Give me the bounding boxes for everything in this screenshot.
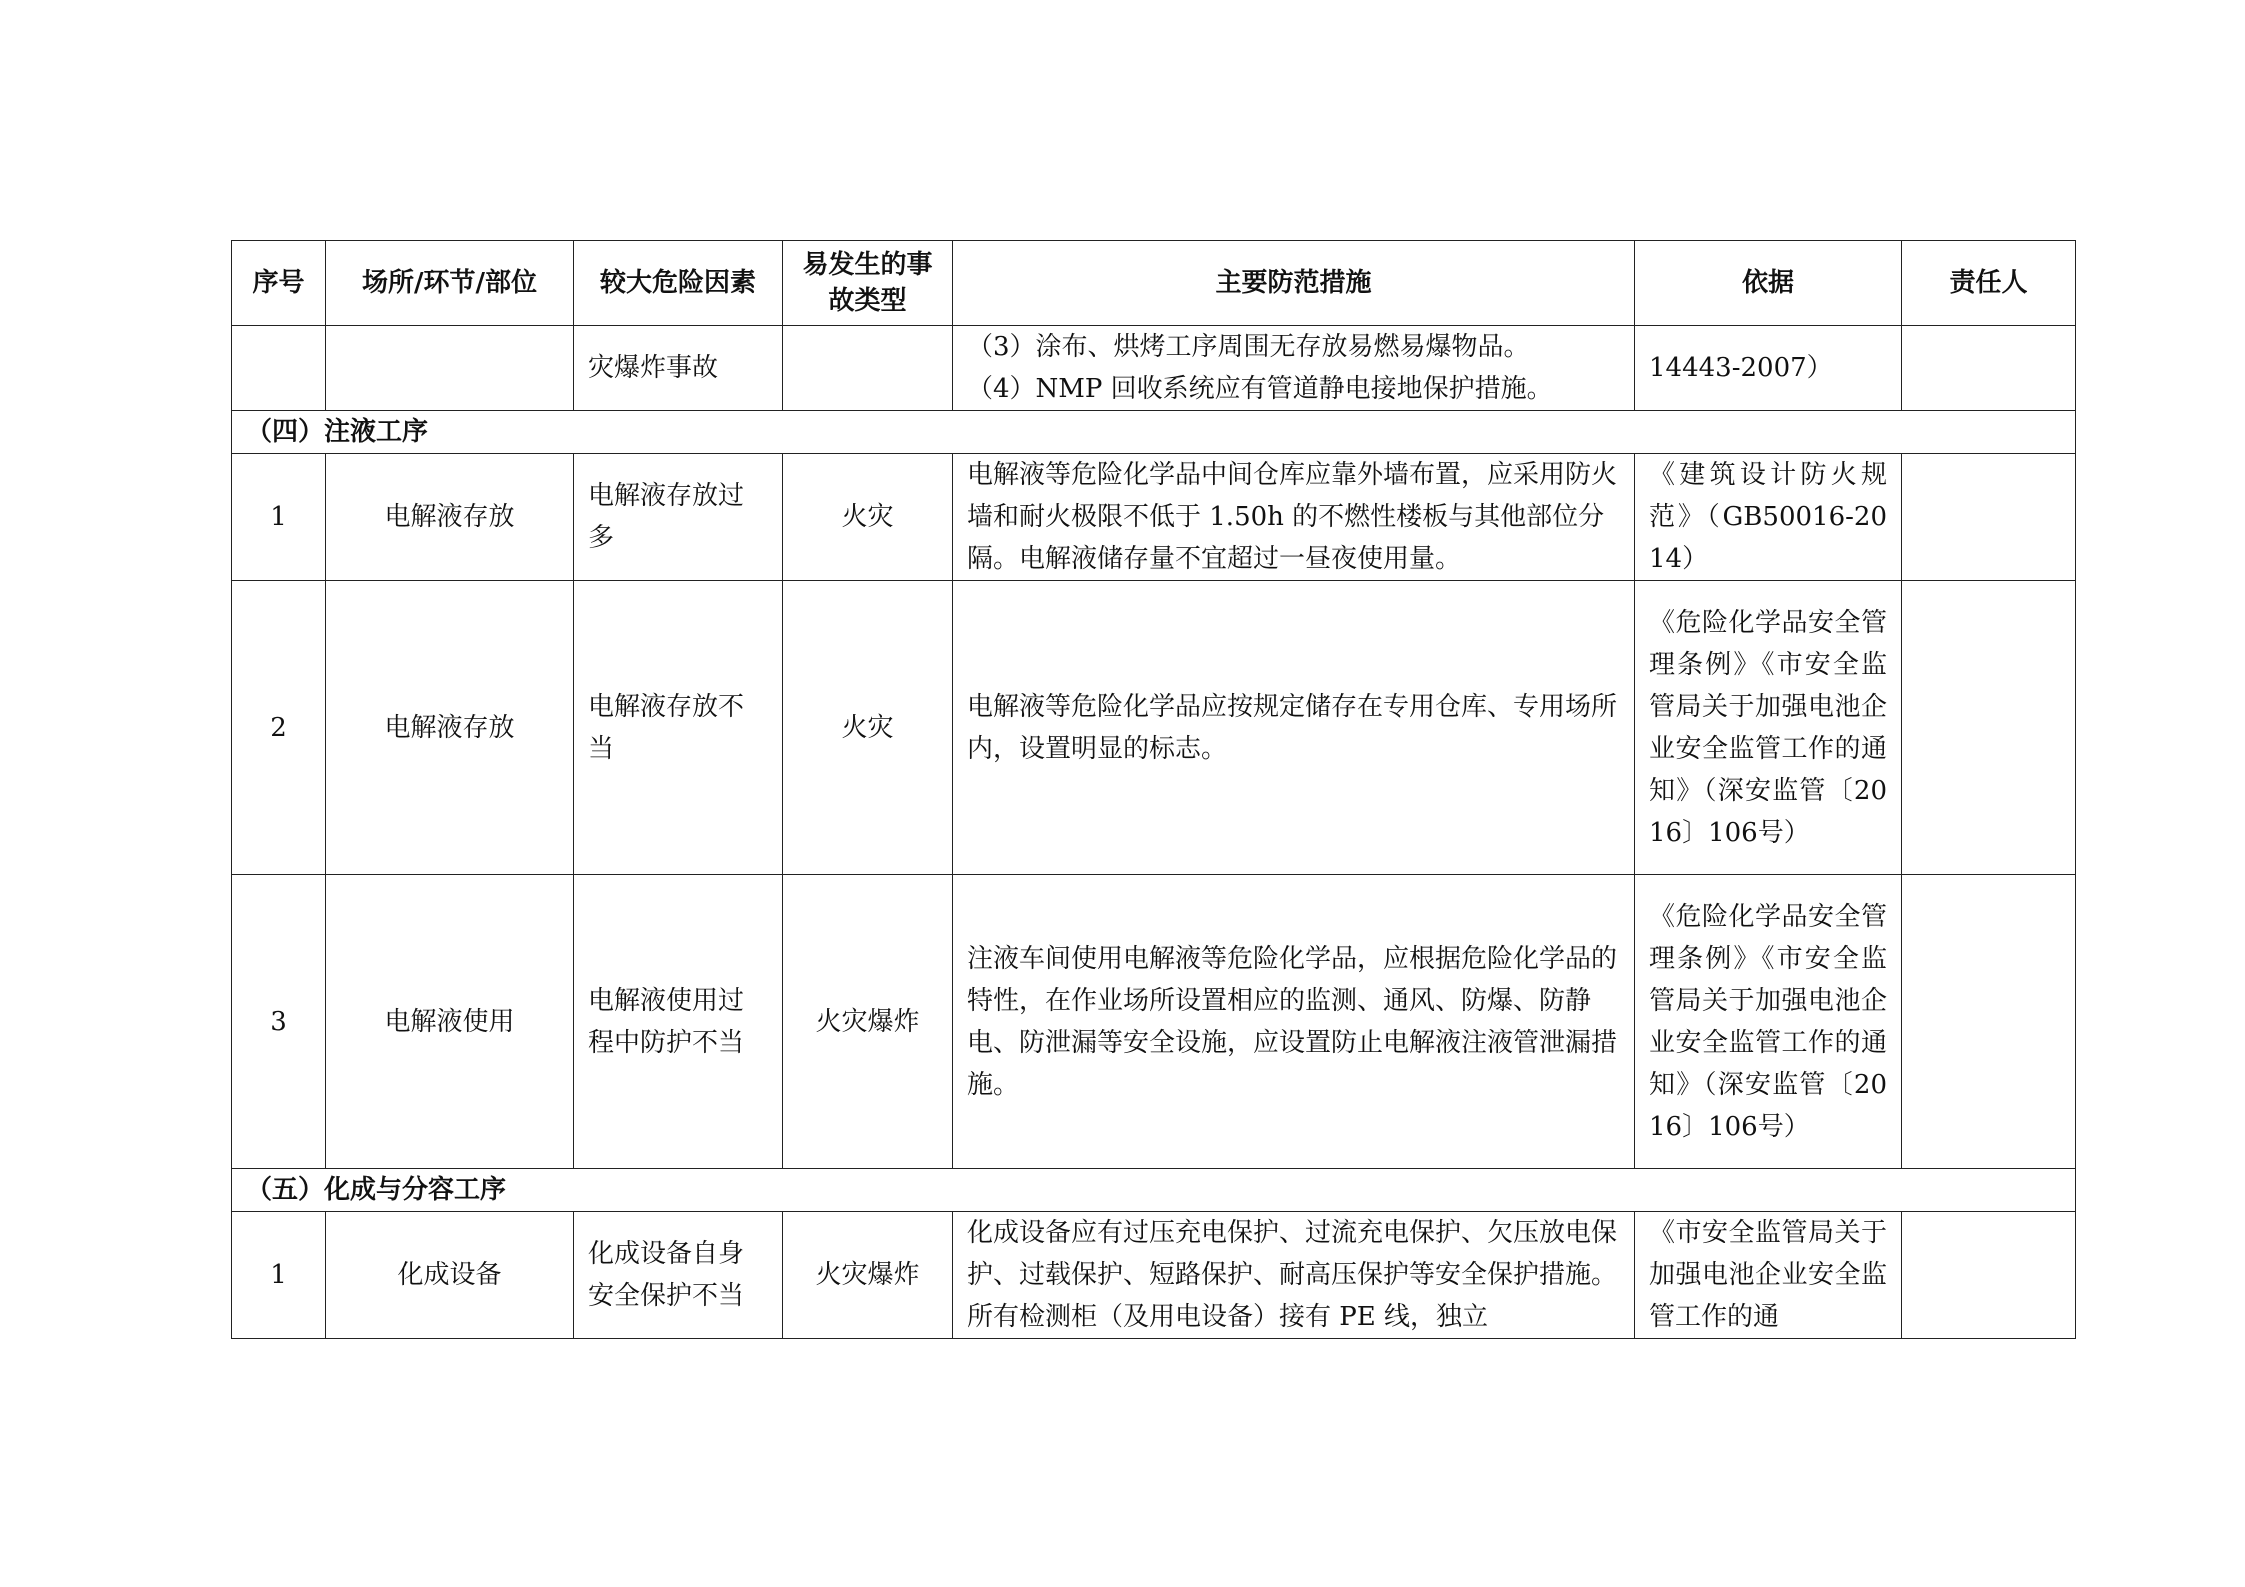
cell-accident-type: 火灾	[783, 454, 953, 581]
cell-no: 2	[232, 581, 326, 875]
cell-responsible	[1902, 1212, 2076, 1339]
section-title: （四）注液工序	[232, 411, 2076, 454]
measures-line: （3）涂布、烘烤工序周围无存放易燃易爆物品。	[967, 332, 1530, 362]
cell-responsible	[1902, 581, 2076, 875]
cell-hazard: 电解液使用过程中防护不当	[574, 875, 783, 1169]
cell-accident-type	[783, 326, 953, 411]
table-row	[232, 581, 2076, 875]
cell-no: 1	[232, 454, 326, 581]
section-row	[232, 1169, 2076, 1212]
cell-responsible	[1902, 875, 2076, 1169]
cell-basis: 《危险化学品安全管理条例》《市安全监管局关于加强电池企业安全监管工作的通知》（深安监管〔2016〕106号）	[1635, 581, 1902, 875]
continuation-row	[232, 326, 2076, 411]
cell-hazard: 化成设备自身安全保护不当	[574, 1212, 783, 1339]
cell-accident-type: 火灾爆炸	[783, 1212, 953, 1339]
table-row	[232, 454, 2076, 581]
table-row	[232, 875, 2076, 1169]
section-title: （五）化成与分容工序	[232, 1169, 2076, 1212]
cell-basis: 14443-2007）	[1635, 326, 1902, 411]
cell-hazard: 灾爆炸事故	[574, 326, 783, 411]
section-row	[232, 411, 2076, 454]
cell-place: 电解液使用	[326, 875, 574, 1169]
cell-hazard: 电解液存放不当	[574, 581, 783, 875]
cell-hazard: 电解液存放过多	[574, 454, 783, 581]
header-place: 场所/环节/部位	[326, 241, 574, 326]
cell-no: 1	[232, 1212, 326, 1339]
cell-responsible	[1902, 326, 2076, 411]
header-basis: 依据	[1635, 241, 1902, 326]
table-row	[232, 1212, 2076, 1339]
header-hazard: 较大危险因素	[574, 241, 783, 326]
cell-measures: 电解液等危险化学品应按规定储存在专用仓库、专用场所内，设置明显的标志。	[953, 581, 1635, 875]
header-responsible: 责任人	[1902, 241, 2076, 326]
cell-place: 电解液存放	[326, 581, 574, 875]
cell-place	[326, 326, 574, 411]
cell-measures	[953, 326, 1635, 411]
cell-accident-type: 火灾	[783, 581, 953, 875]
cell-measures: 注液车间使用电解液等危险化学品，应根据危险化学品的特性，在作业场所设置相应的监测、通风、防爆、防静电、防泄漏等安全设施，应设置防止电解液注液管泄漏措施。	[953, 875, 1635, 1169]
cell-measures: 化成设备应有过压充电保护、过流充电保护、欠压放电保护、过载保护、短路保护、耐高压保护等安全保护措施。所有检测柜（及用电设备）接有 PE 线，独立	[953, 1212, 1635, 1339]
cell-basis: 《建筑设计防火规范》（GB50016-2014）	[1635, 454, 1902, 581]
cell-no	[232, 326, 326, 411]
header-row	[232, 241, 2076, 326]
measures-line: （4）NMP 回收系统应有管道静电接地保护措施。	[967, 374, 1553, 404]
cell-responsible	[1902, 454, 2076, 581]
cell-measures: 电解液等危险化学品中间仓库应靠外墙布置，应采用防火墙和耐火极限不低于 1.50h 的不燃性楼板与其他部位分隔。电解液储存量不宜超过一昼夜使用量。	[953, 454, 1635, 581]
document-page	[231, 240, 2075, 1339]
header-accident-type: 易发生的事故类型	[783, 241, 953, 326]
cell-no: 3	[232, 875, 326, 1169]
header-no: 序号	[232, 241, 326, 326]
cell-place: 化成设备	[326, 1212, 574, 1339]
cell-basis: 《市安全监管局关于加强电池企业安全监管工作的通	[1635, 1212, 1902, 1339]
cell-accident-type: 火灾爆炸	[783, 875, 953, 1169]
header-measures: 主要防范措施	[953, 241, 1635, 326]
risk-control-table	[231, 240, 2076, 1339]
cell-place: 电解液存放	[326, 454, 574, 581]
cell-basis: 《危险化学品安全管理条例》《市安全监管局关于加强电池企业安全监管工作的通知》（深安监管〔2016〕106号）	[1635, 875, 1902, 1169]
